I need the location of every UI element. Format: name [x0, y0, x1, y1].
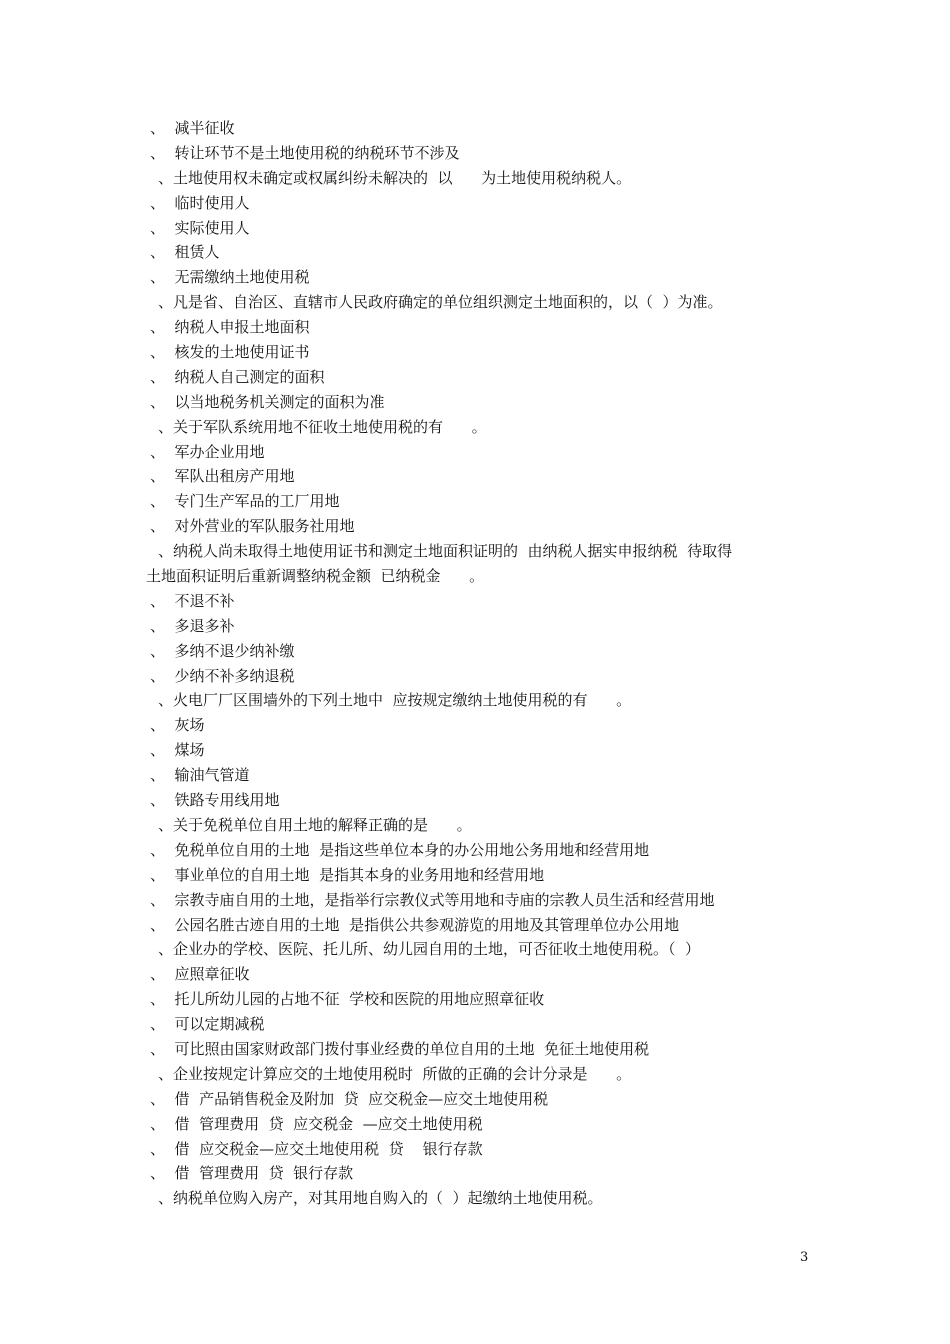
question-line: 、关于军队系统用地不征收土地使用税的有 。 [158, 417, 487, 436]
option-line: 、 临时使用人 [150, 193, 250, 212]
option-line: 、 借 管理费用 贷 应交税金 —应交土地使用税 [150, 1114, 483, 1133]
option-line: 、 可以定期减税 [150, 1015, 265, 1034]
question-line: 、土地使用权未确定或权属纠纷未解决的 以 为土地使用税纳税人。 [158, 168, 632, 187]
option-line: 、 宗教寺庙自用的土地，是指举行宗教仪式等用地和寺庙的宗教人员生活和经营用地 [150, 890, 715, 909]
option-line: 、 无需缴纳土地使用税 [150, 268, 310, 287]
option-line: 、 可比照由国家财政部门拨付事业经费的单位自用的土地 免征土地使用税 [150, 1039, 650, 1058]
question-line: 、纳税单位购入房产，对其用地自购入的（ ）起缴纳土地使用税。 [158, 1189, 603, 1208]
question-line: 、企业办的学校、医院、托儿所、幼儿园自用的土地，可否征收土地使用税。（ ） [158, 940, 701, 959]
option-line: 、 托儿所幼儿园的占地不征 学校和医院的用地应照章征收 [150, 990, 545, 1009]
option-line: 、 灰场 [150, 716, 205, 735]
option-line: 、 军队出租房产用地 [150, 467, 295, 486]
page-number: 3 [800, 1250, 809, 1265]
option-line: 、 借 管理费用 贷 银行存款 [150, 1164, 354, 1183]
option-line: 、 纳税人申报土地面积 [150, 318, 310, 337]
question-line: 、关于免税单位自用土地的解释正确的是 。 [158, 815, 472, 834]
option-line: 、 专门生产军品的工厂用地 [150, 492, 340, 511]
option-line: 、 以当地税务机关测定的面积为准 [150, 392, 385, 411]
option-line: 、 少纳不补多纳退税 [150, 666, 295, 685]
option-line: 、 煤场 [150, 741, 205, 760]
option-line: 、 纳税人自己测定的面积 [150, 367, 325, 386]
option-line: 、 公园名胜古迹自用的土地 是指供公共参观游览的用地及其管理单位办公用地 [150, 915, 680, 934]
question-line: 、凡是省、自治区、直辖市人民政府确定的单位组织测定土地面积的，以（ ）为准。 [158, 293, 723, 312]
option-line: 、 核发的土地使用证书 [150, 343, 310, 362]
question-line: 、纳税人尚未取得土地使用证书和测定土地面积证明的 由纳税人据实申报纳税 待取得 [158, 542, 733, 561]
option-line: 、 实际使用人 [150, 218, 250, 237]
question-line: 、火电厂厂区围墙外的下列土地中 应按规定缴纳土地使用税的有 。 [158, 691, 632, 710]
option-line: 、 铁路专用线用地 [150, 791, 280, 810]
option-line: 、 不退不补 [150, 591, 235, 610]
option-line: 、 事业单位的自用土地 是指其本身的业务用地和经营用地 [150, 865, 545, 884]
option-line: 、 多纳不退少纳补缴 [150, 641, 295, 660]
option-line: 、 租赁人 [150, 243, 220, 262]
question-line: 、企业按规定计算应交的土地使用税时 所做的正确的会计分录是 。 [158, 1064, 632, 1083]
option-line: 、 减半征收 [150, 119, 235, 137]
option-line: 、 借 产品销售税金及附加 贷 应交税金—应交土地使用税 [150, 1089, 549, 1108]
option-line: 、 输油气管道 [150, 766, 250, 785]
document-body [146, 116, 826, 1211]
option-line: 、 转让环节不是土地使用税的纳税环节不涉及 [150, 143, 460, 162]
option-line: 、 对外营业的军队服务社用地 [150, 517, 355, 536]
question-continuation-line: 土地面积证明后重新调整纳税金额 已纳税金 。 [146, 567, 485, 586]
option-line: 、 多退多补 [150, 616, 235, 635]
option-line: 、 应照章征收 [150, 965, 250, 984]
option-line: 、 军办企业用地 [150, 442, 265, 461]
option-line: 、 借 应交税金—应交土地使用税 贷 银行存款 [150, 1139, 483, 1158]
option-line: 、 免税单位自用的土地 是指这些单位本身的办公用地公务用地和经营用地 [150, 840, 650, 859]
